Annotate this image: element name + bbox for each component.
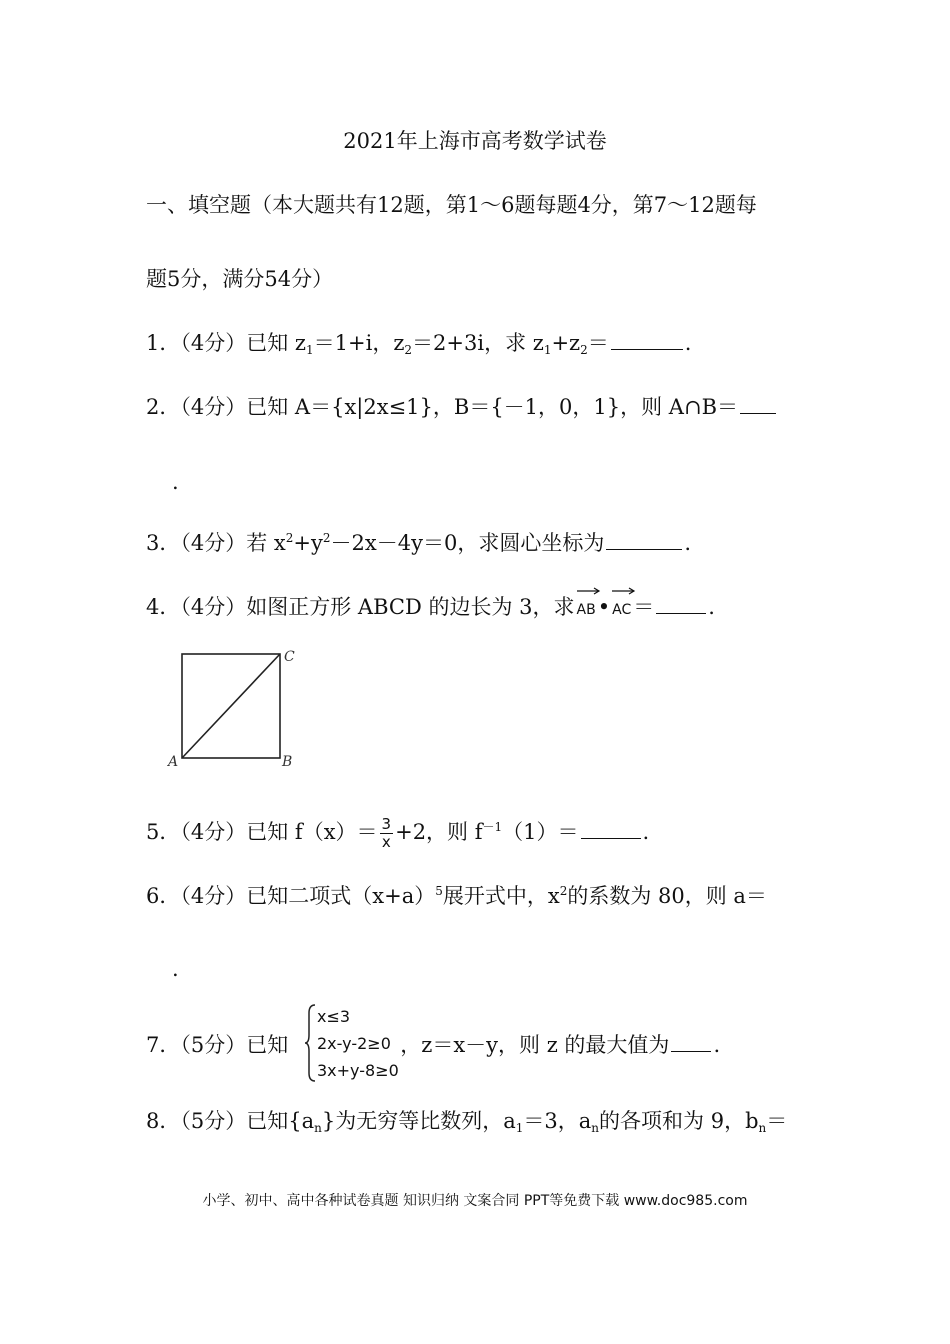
square-figure [160,642,310,772]
question-text: ，z＝x－y，则 z 的最大值为 [400,1033,670,1057]
period: . [713,1033,721,1057]
question-text: ＝ [766,1109,788,1133]
answer-blank[interactable] [606,529,682,550]
section-heading-line2: 题5分，满分54分） [146,267,334,291]
page-footer: 小学、初中、高中各种试卷真题 知识归纳 文案合同 PPT等免费下载 www.doc985.com [202,1193,748,1209]
question-2-period: . [172,470,179,494]
question-text: 若 x [246,531,286,555]
left-brace-icon [303,1003,317,1083]
question-score: （4分） [180,820,247,844]
subscript: 1 [306,343,314,357]
fraction-numerator: 3 [381,815,392,833]
question-text: 已知 z [246,331,306,355]
dot-operator: • [597,595,611,619]
answer-blank[interactable] [611,329,683,350]
question-6-period: . [172,957,179,981]
question-1 [146,328,691,358]
question-score: （4分） [180,531,247,555]
question-text: 已知{a [246,1109,315,1133]
page-title: 2021年上海市高考数学试卷 [343,129,607,153]
vector-arrow-icon [612,587,636,595]
period: . [708,595,715,619]
inequality-1: x≤3 [317,1007,351,1026]
vector-ab [577,595,596,625]
question-score: （4分） [180,595,247,619]
vertex-label-a: A [168,754,179,770]
question-6 [146,881,767,911]
subscript: n [591,1121,600,1135]
vector-ac [612,595,631,625]
question-2 [146,392,778,422]
question-score: （4分） [180,331,247,355]
period: . [684,531,692,555]
question-text: 的系数为 80，则 a＝ [567,884,767,908]
question-text: 已知 [246,1033,289,1057]
question-text: （1）＝ [502,820,579,844]
question-text: +y [293,531,323,555]
vector-label: AC [612,602,632,618]
question-text: }为无穷等比数列，a [321,1109,516,1133]
answer-blank[interactable] [740,393,776,414]
superscript: 2 [285,531,294,545]
question-score: （4分） [180,884,247,908]
period: . [684,331,692,355]
question-text: 已知 f（x）＝ [246,820,378,844]
question-number: 4． [146,595,181,619]
superscript: －1 [482,820,503,834]
diagonal-ac [182,654,280,758]
question-number: 2． [146,395,181,419]
question-text: ＝2+3i，求 z [412,331,544,355]
inequality-2: 2x-y-2≥0 [317,1034,391,1053]
inequality-3: 3x+y-8≥0 [317,1061,399,1080]
question-8 [146,1106,787,1136]
answer-blank[interactable] [581,818,641,839]
question-4 [146,592,715,625]
question-text: ＝1+i，z [313,331,405,355]
answer-blank[interactable] [671,1031,711,1052]
vertex-label-b: B [282,754,293,770]
question-7 [146,1030,720,1060]
period: . [642,820,650,844]
superscript: 2 [322,531,331,545]
question-number: 5． [146,820,181,844]
question-5 [146,816,649,851]
superscript: 5 [435,884,443,898]
question-score: （4分） [180,395,247,419]
inequality-system [317,1003,399,1084]
subscript: 2 [404,343,413,357]
subscript: n [314,1121,322,1135]
answer-blank[interactable] [656,593,706,614]
question-number: 1． [146,331,181,355]
section-heading-line1: 一、填空题（本大题共有12题，第1～6题每题4分，第7～12题每 [146,193,757,217]
question-text: 的各项和为 9，b [599,1109,759,1133]
question-number: 7． [146,1033,181,1057]
vector-arrow-icon [577,587,601,595]
subscript: 2 [580,343,588,357]
question-text: ＝3，a [523,1109,592,1133]
question-number: 8． [146,1109,181,1133]
fraction [380,816,394,851]
question-text: 已知二项式（x+a） [246,884,436,908]
subscript: 1 [515,1121,524,1135]
question-text: +z [551,331,581,355]
question-text: 展开式中，x [442,884,560,908]
question-text: 已知 A＝{x|2x≤1}，B＝{－1，0，1}，则 A∩B＝ [246,395,738,419]
question-number: 3． [146,531,181,555]
equals-sign: ＝ [633,595,655,619]
question-score: （5分） [180,1033,247,1057]
question-number: 6． [146,884,181,908]
question-score: （5分） [180,1109,247,1133]
vertex-label-c: C [284,649,295,665]
superscript: 2 [559,884,568,898]
question-text: 如图正方形 ABCD 的边长为 3，求 [246,595,575,619]
question-text: ＝ [587,331,609,355]
question-text: +2，则 f [395,820,483,844]
subscript: n [758,1121,767,1135]
subscript: 1 [543,343,552,357]
question-3 [146,528,691,558]
vector-label: AB [576,602,596,618]
fraction-denominator: x [381,833,391,851]
question-text: －2x－4y＝0，求圆心坐标为 [330,531,605,555]
